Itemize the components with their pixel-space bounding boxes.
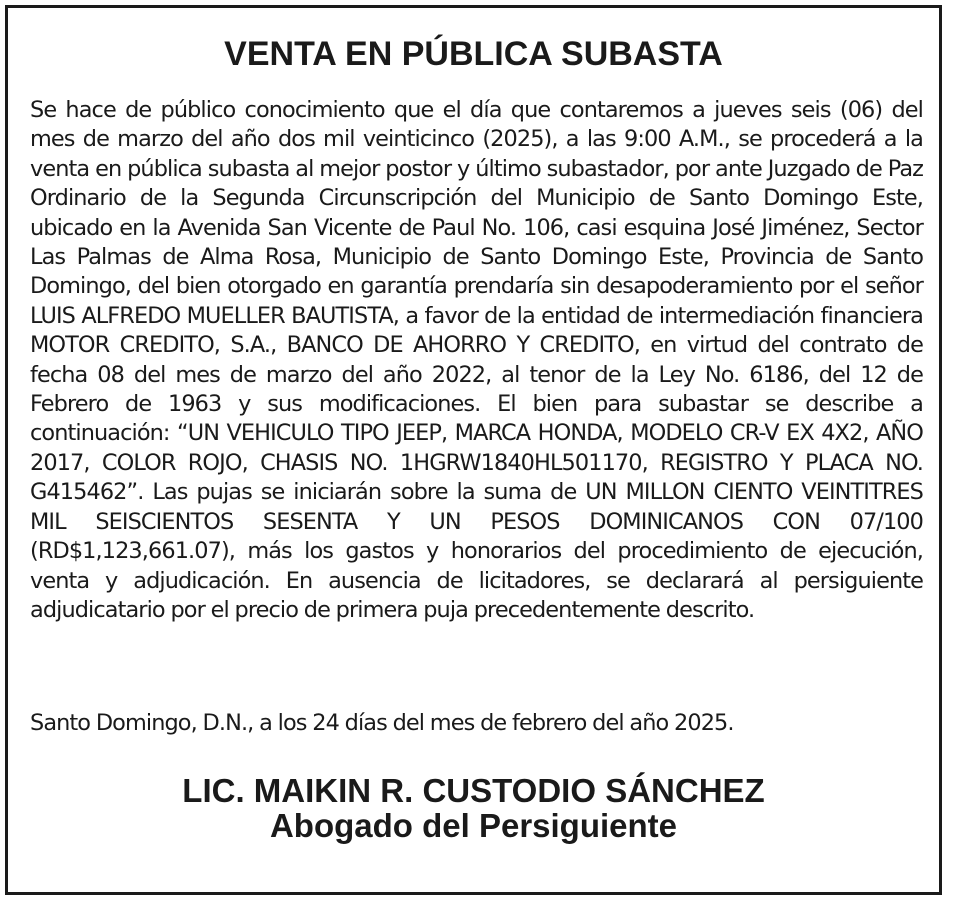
signer-name: LIC. MAIKIN R. CUSTODIO SÁNCHEZ (182, 772, 765, 809)
legal-notice-box (5, 5, 942, 895)
notice-title: VENTA EN PÚBLICA SUBASTA (224, 35, 723, 73)
notice-body: Se hace de público conocimiento que el día que contaremos a jueves seis (06) del mes de marzo del año dos mil veinticinco (2025), a las 9:00 A.M., se procederá a la venta en pública subasta al mejor postor y último subastador, por ante Juzgado de Paz Ordinario de la Segunda Circunscripción del Municipio de Santo Domingo Este, ubicado en la Avenida San Vicente de Paul No. 106, casi esquina José Jiménez, Sector Las Palmas de Alma Rosa, Municipio de Santo Domingo Este, Provincia de Santo Domingo, del bien otorgado en garantía prendaría sin desapoderamiento por el señor LUIS ALFREDO MUELLER BAUTISTA, a favor de la entidad de intermediación financiera MOTOR CREDITO, S.A., BANCO DE AHORRO Y CREDITO, en virtud del contrato de fecha 08 del mes de marzo del año 2022, al tenor de la Ley No. 6186, del 12 de Febrero de 1963 y sus modificaciones. El bien para subastar se describe a continuación: “UN VEHICULO TIPO JEEP, MARCA HONDA, MODELO CR-V EX 4X2, AÑO 2017, COLOR ROJO, CHASIS NO. 1HGRW1840HL501170, REGISTRO Y PLACA NO. G415462”. Las pujas se iniciarán sobre la suma de UN MILLON CIENTO VEINTITRES MIL SEISCIENTOS SESENTA Y UN PESOS DOMINICANOS CON 07/100 (RD$1,123,661.07), más los gastos y honorarios del procedimiento de ejecución, venta y adjudicación. En ausencia de licitadores, se declarará al persiguiente adjudicatario por el precio de primera puja precedentemente descrito. (30, 97, 923, 623)
notice-date-line: Santo Domingo, D.N., a los 24 días del mes de febrero del año 2025. (30, 710, 734, 736)
signer-role: Abogado del Persiguiente (269, 807, 678, 844)
